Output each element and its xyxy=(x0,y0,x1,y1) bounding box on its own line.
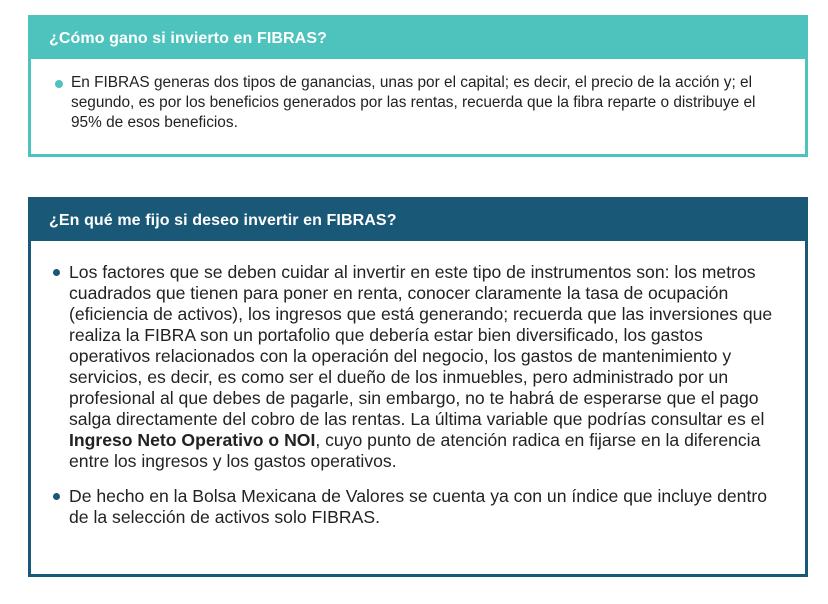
fibras-criteria-header xyxy=(31,200,805,241)
bullet-dot-icon xyxy=(53,493,60,500)
factors-text-start: Los factores que se deben cuidar al invertir en este tipo de instrumentos son: los metros cuadrados que tienen para poner en renta, conocer claramente la tasa de ocupación (eficiencia de activos), los ingresos que está generando; recuerda que las inversiones que realiza la FIBRA son un portafolio que debería estar bien diversificado, los gastos operativos relacionados con la operación del negocio, los gastos de mantenimiento y servicios, es decir, es como ser el dueño de los inmuebles, pero administrado por un profesional al que debes de pagarle, sin embargo, no te habrá de esperarse que el pago salga directamente del cobro de las rentas. La última variable que podrías consultar es el xyxy=(69,262,773,429)
fibras-gains-header xyxy=(31,18,805,59)
bullet-dot-icon xyxy=(55,80,63,88)
fibras-criteria-box xyxy=(28,197,808,577)
bmv-index-text: De hecho en la Bolsa Mexicana de Valores se cuenta ya con un índice que incluye dentro de la selección de activos solo FIBRAS. xyxy=(69,486,768,527)
fibras-criteria-list xyxy=(31,241,805,528)
noi-term: Ingreso Neto Operativo o NOI xyxy=(69,430,316,450)
fibras-criteria-title: ¿En qué me fijo si deseo invertir en FIBRAS? xyxy=(49,211,397,229)
fibras-gains-title: ¿Cómo gano si invierto en FIBRAS? xyxy=(49,29,327,47)
factors-text-end: , cuyo punto de atención radica en fijarse en la diferencia entre los ingresos y los gastos operativos. xyxy=(69,430,761,471)
list-item xyxy=(55,486,785,528)
fibras-gains-box xyxy=(28,15,808,157)
fibras-gains-text: En FIBRAS generas dos tipos de ganancias, unas por el capital; es decir, el precio de la acción y; el segundo, es por los beneficios generados por las rentas, recuerda que la fibra reparte o distribuye el 95% de esos beneficios. xyxy=(71,74,756,131)
bullet-dot-icon xyxy=(53,269,60,276)
list-item xyxy=(57,73,781,133)
list-item xyxy=(55,262,785,472)
fibras-gains-list xyxy=(31,59,805,133)
